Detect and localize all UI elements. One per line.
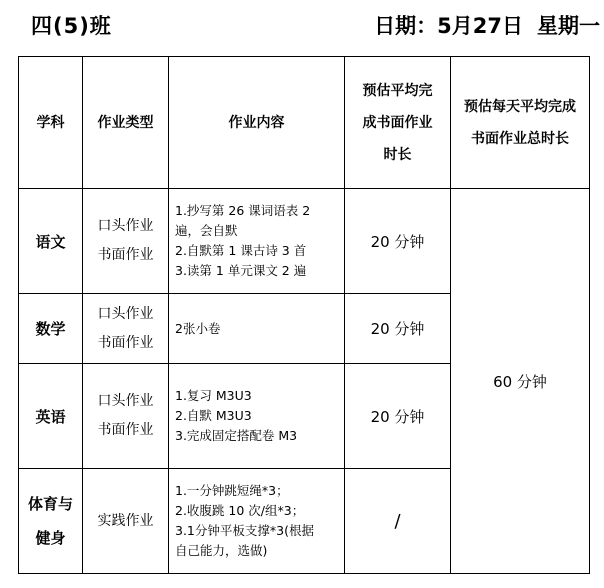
col-header-type: 作业类型 xyxy=(83,57,169,189)
type-item: 口头作业 xyxy=(97,393,154,409)
col-header-estimate-line: 成书面作业 xyxy=(362,114,433,131)
page-header xyxy=(0,0,604,50)
col-header-total-line: 书面作业总时长 xyxy=(471,130,569,147)
duration-cell: 20 分钟 xyxy=(345,364,451,469)
type-cell xyxy=(83,469,169,574)
col-header-total-line: 预估每天平均完成 xyxy=(464,98,576,115)
table-row xyxy=(19,189,590,294)
date-value: 5月27日 xyxy=(437,14,523,38)
header-row xyxy=(19,57,590,189)
type-item: 口头作业 xyxy=(97,305,154,322)
class-title: 四(5)班 xyxy=(31,14,112,38)
subject-cell: 英语 xyxy=(19,364,83,469)
col-header-subject: 学科 xyxy=(19,57,83,189)
total-duration-cell: 60 分钟 xyxy=(451,189,590,574)
subject-cell xyxy=(19,469,83,574)
subject-line: 体育与 xyxy=(27,495,73,513)
content-line: 1.一分钟跳短绳*3； xyxy=(175,483,289,498)
col-header-total xyxy=(451,57,590,189)
content-line: 3.1分钟平板支撑*3(根据 xyxy=(175,523,314,538)
type-item: 口头作业 xyxy=(97,218,154,234)
duration-cell: 20 分钟 xyxy=(345,189,451,294)
homework-table xyxy=(18,56,590,574)
col-header-estimate-line: 时长 xyxy=(383,146,412,163)
content-line: 1.抄写第 26 课词语表 2 xyxy=(175,203,311,218)
content-line: 3.完成固定搭配卷 M3 xyxy=(175,428,298,443)
content-line: 2.自默第 1 课古诗 3 首 xyxy=(175,243,307,258)
col-header-content: 作业内容 xyxy=(169,57,345,189)
content-line: 遍，会自默 xyxy=(175,223,238,238)
subject-cell: 语文 xyxy=(19,189,83,294)
weekday: 星期一 xyxy=(537,14,600,38)
col-header-estimate xyxy=(345,57,451,189)
content-line: 自己能力，选做) xyxy=(175,543,268,558)
type-cell xyxy=(83,294,169,364)
type-item: 实践作业 xyxy=(97,512,154,529)
type-item: 书面作业 xyxy=(97,247,154,263)
date-line xyxy=(374,10,600,40)
content-cell xyxy=(169,294,345,364)
subject-line: 健身 xyxy=(35,529,66,547)
col-header-estimate-line: 预估平均完 xyxy=(362,82,433,99)
type-cell xyxy=(83,189,169,294)
content-line: 2.收腹跳 10 次/组*3； xyxy=(175,503,305,518)
content-line: 1.复习 M3U3 xyxy=(175,388,252,403)
date-label: 日期： xyxy=(374,14,438,38)
content-line: 2.自默 M3U3 xyxy=(175,408,252,423)
content-cell xyxy=(169,469,345,574)
duration-cell: 20 分钟 xyxy=(345,294,451,364)
content-line: 3.读第 1 单元课文 2 遍 xyxy=(175,263,307,278)
type-cell xyxy=(83,364,169,469)
duration-cell: / xyxy=(345,469,451,574)
type-item: 书面作业 xyxy=(97,422,154,438)
content-cell xyxy=(169,189,345,294)
subject-cell: 数学 xyxy=(19,294,83,364)
content-cell xyxy=(169,364,345,469)
type-item: 书面作业 xyxy=(97,334,154,351)
content-line: 2张小卷 xyxy=(175,320,221,336)
